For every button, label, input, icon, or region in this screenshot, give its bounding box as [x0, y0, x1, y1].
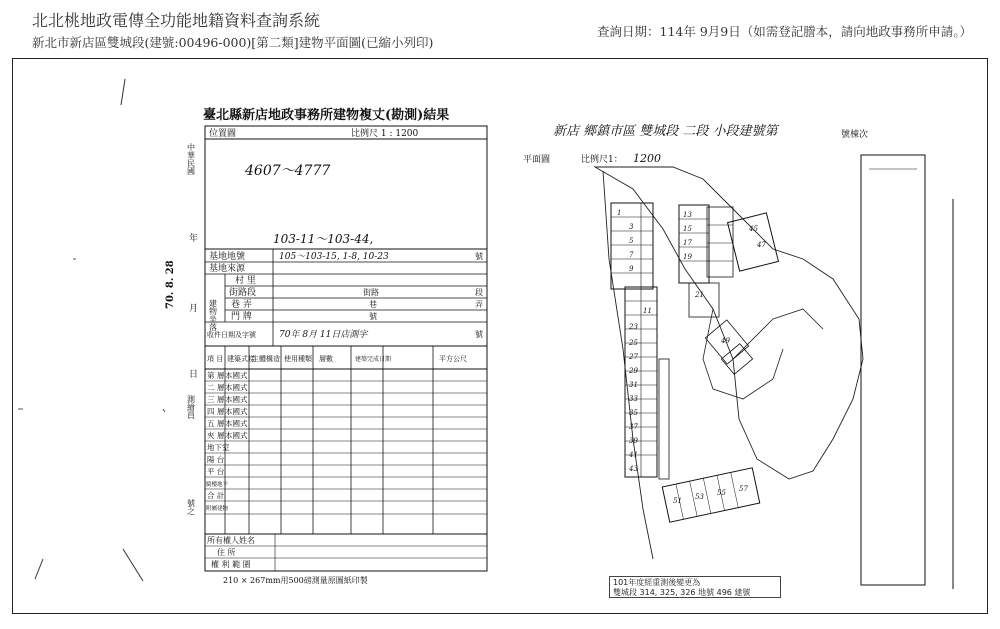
- owner-address-label: 住 所: [217, 548, 236, 557]
- unit-number: 23: [629, 323, 638, 331]
- plan-header-handwriting: 新店 鄉鎮市區 雙城段 二段 小段建號第: [553, 124, 778, 139]
- floor-name-2: 三 層: [207, 395, 225, 404]
- owner-share-label: 權 利 範 圍: [211, 560, 251, 569]
- floor-name-5: 夾 層: [207, 431, 225, 440]
- row-label-1: 基地來源: [209, 264, 246, 274]
- floor-name-0: 第 層: [207, 371, 225, 380]
- unit-number: 41: [629, 451, 638, 459]
- side-stamp-date: 70. 8. 28: [165, 260, 176, 309]
- side-label-day: 日: [189, 370, 199, 380]
- unit-number: 35: [629, 409, 638, 417]
- row-suffix-0: 號: [475, 252, 483, 261]
- unit-number: 31: [629, 381, 638, 389]
- plan-header-suffix: 號棟次: [841, 130, 869, 140]
- unit-number: 19: [683, 253, 692, 261]
- row-suffix-6: 號: [475, 330, 483, 339]
- resurvey-note-line2: 雙城段 314, 325, 326 地號 496 建號: [613, 588, 751, 597]
- unit-number: 27: [629, 353, 638, 361]
- form-footer-note: 210 × 267mm用500磅測量原圖紙印製: [223, 576, 368, 585]
- form-scale-label: 比例尺 1 : 1200: [351, 129, 419, 139]
- col-header-6: 平方公尺: [439, 355, 467, 363]
- floor-style-4: 本國式: [225, 419, 248, 428]
- floor-name-8: 平 台: [207, 467, 225, 476]
- location-map-label: 位置圖: [209, 129, 237, 139]
- unit-number: 3: [629, 223, 634, 231]
- unit-number: 37: [629, 423, 638, 431]
- handwritten-range: 4607～4777: [245, 163, 331, 179]
- unit-number: 29: [629, 367, 638, 375]
- right-plan: [523, 124, 953, 589]
- unit-number: 1: [617, 209, 622, 217]
- unit-number: 33: [629, 395, 638, 403]
- unit-number: 25: [629, 339, 638, 347]
- floor-name-10: 合 計: [207, 491, 225, 500]
- unit-number: 51: [673, 497, 682, 505]
- floor-name-7: 陽 台: [207, 455, 225, 464]
- property-rows: [205, 249, 487, 346]
- resurvey-note-line1: 101年度經重測後變更為: [613, 578, 701, 587]
- unit-number: 53: [695, 493, 704, 501]
- document-subtitle: 新北市新店區雙城段(建號:00496-000)[第二類]建物平面圖(已縮小列印): [32, 35, 434, 50]
- unit-number: 55: [717, 489, 726, 497]
- plan-scale-value: 1200: [633, 152, 661, 165]
- plan-scale-label: 比例尺1：: [581, 155, 623, 165]
- row-label-0: 基地地號: [209, 252, 246, 262]
- row-suffix-4: 弄: [475, 300, 483, 309]
- scanned-document-frame: [12, 58, 988, 614]
- floor-name-4: 五 層: [207, 419, 225, 428]
- floor-style-5: 本國式: [225, 431, 248, 440]
- floor-style-1: 本國式: [225, 383, 248, 392]
- row-label-5: 門 牌: [231, 312, 252, 322]
- row-value-0: 105～103-15, 1-8, 10-23: [279, 252, 389, 262]
- left-form: [165, 126, 487, 585]
- unit-number: 39: [629, 437, 638, 445]
- side-label-era: 中華民國: [186, 143, 196, 175]
- resurvey-note: [609, 576, 781, 598]
- owner-name-label: 所有權人姓名: [207, 536, 255, 545]
- unit-number: 43: [629, 465, 638, 473]
- unit-number: 21: [695, 291, 704, 299]
- floor-style-0: 本國式: [225, 371, 248, 380]
- scanned-document-image: [13, 59, 988, 614]
- col-header-2: 主體構造: [252, 355, 280, 363]
- unit-number: 45: [749, 225, 758, 233]
- row-label-3: 街路段: [229, 288, 257, 298]
- form-title: 臺北縣新店地政事務所建物複丈(勘測)結果: [203, 108, 450, 123]
- col-header-1: 建築式樣: [227, 355, 255, 363]
- row-value-4: 巷: [369, 300, 377, 309]
- building-location-label: 建物坐落: [208, 299, 218, 331]
- floor-name-6: 地下室: [207, 443, 230, 452]
- floor-name-1: 二 層: [207, 383, 225, 392]
- unit-number: 49: [721, 337, 730, 345]
- unit-number: 15: [683, 225, 692, 233]
- col-header-3: 使用種類: [284, 355, 312, 363]
- unit-number: 7: [629, 251, 634, 259]
- floor-name-9: 騎樓地平: [206, 482, 229, 488]
- unit-number: 17: [683, 239, 692, 247]
- unit-number: 47: [757, 241, 766, 249]
- side-label-year: 年: [189, 234, 199, 244]
- floor-name-3: 四 層: [207, 407, 225, 416]
- floor-style-2: 本國式: [225, 395, 248, 404]
- floor-table: [205, 346, 487, 571]
- row-suffix-3: 段: [475, 288, 483, 297]
- col-header-5: 建築完成日期: [355, 356, 392, 363]
- row-value-5: 號: [369, 312, 377, 321]
- row-label-6: 收件日期及字號: [207, 331, 256, 339]
- row-value-3: 街路: [363, 288, 379, 297]
- col-header-4: 層數: [319, 355, 333, 363]
- unit-number: 57: [739, 485, 748, 493]
- floor-name-11: 附屬建物: [206, 506, 229, 512]
- floor-style-3: 本國式: [225, 407, 248, 416]
- plan-label: 平面圖: [523, 155, 551, 165]
- col-header-0: 項 目: [207, 355, 224, 363]
- system-title: 北北桃地政電傳全功能地籍資料查詢系統: [32, 11, 321, 30]
- row-value-6: 70年 8月 11日店測字: [279, 330, 368, 340]
- unit-number: 5: [629, 237, 634, 245]
- unit-number: 9: [629, 265, 634, 273]
- handwritten-lots: 103-11～103-44,: [273, 232, 374, 246]
- side-label-number: 號之: [186, 499, 196, 515]
- row-label-4: 巷 弄: [231, 300, 252, 310]
- query-date: 查詢日期：114年 9月9日（如需登記謄本，請向地政事務所申請。）: [597, 24, 972, 39]
- row-label-2: 村 里: [235, 276, 256, 286]
- side-label-month: 月: [189, 304, 199, 314]
- unit-number: 11: [643, 307, 652, 315]
- unit-number: 13: [683, 211, 692, 219]
- side-label-surveyor: 測繪員: [186, 395, 196, 419]
